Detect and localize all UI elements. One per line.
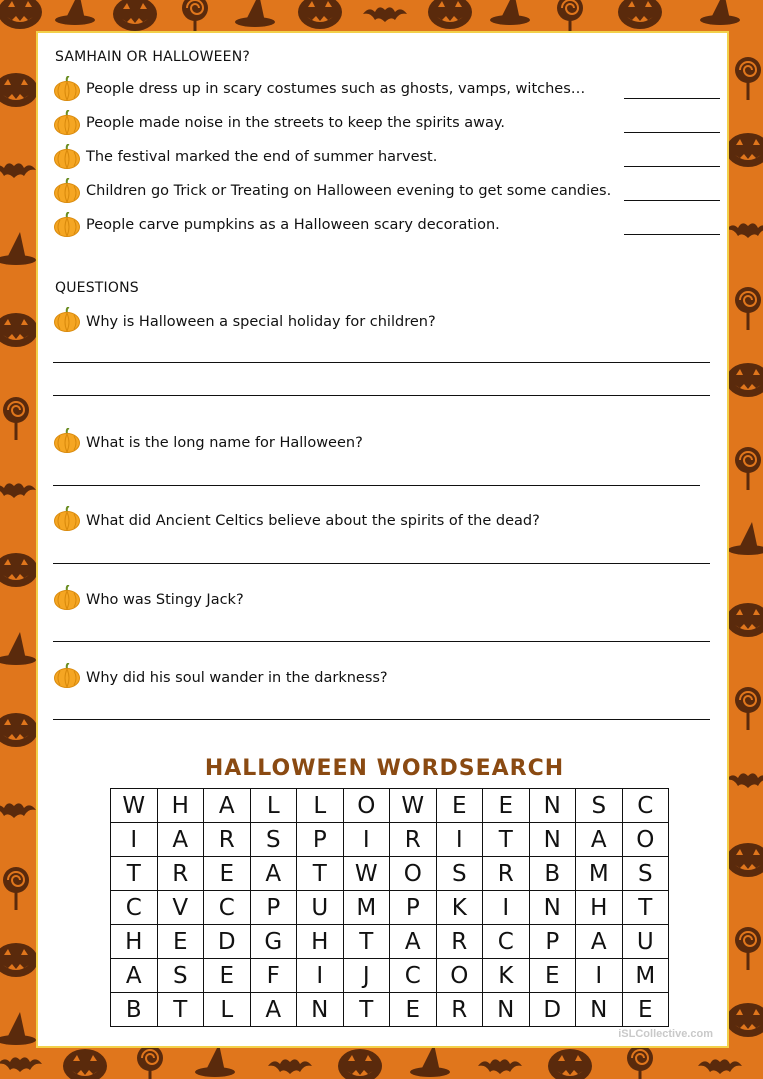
wordsearch-cell[interactable]: S bbox=[250, 823, 297, 857]
statement-text: People carve pumpkins as a Halloween scary decoration. bbox=[86, 217, 500, 233]
wordsearch-cell[interactable]: E bbox=[436, 789, 483, 823]
wordsearch-cell[interactable]: C bbox=[390, 959, 437, 993]
wordsearch-cell[interactable]: E bbox=[622, 993, 669, 1027]
answer-line[interactable] bbox=[53, 395, 710, 396]
statement-text: People dress up in scary costumes such as ghosts, vamps, witches… bbox=[86, 81, 586, 97]
wordsearch-cell[interactable]: T bbox=[343, 925, 390, 959]
wordsearch-cell[interactable]: M bbox=[576, 857, 623, 891]
wordsearch-cell[interactable]: R bbox=[436, 993, 483, 1027]
wordsearch-cell[interactable]: N bbox=[529, 789, 576, 823]
wordsearch-cell[interactable]: O bbox=[390, 857, 437, 891]
wordsearch-cell[interactable]: I bbox=[576, 959, 623, 993]
wordsearch-title: HALLOWEEN WORDSEARCH bbox=[204, 756, 565, 781]
answer-blank[interactable] bbox=[624, 200, 720, 201]
section-heading-samhain-or-halloween: SAMHAIN OR HALLOWEEN? bbox=[55, 49, 251, 65]
wordsearch-cell[interactable]: W bbox=[390, 789, 437, 823]
wordsearch-cell[interactable]: N bbox=[297, 993, 344, 1027]
wordsearch-cell[interactable]: M bbox=[343, 891, 390, 925]
statement-item bbox=[53, 178, 713, 204]
wordsearch-cell[interactable]: O bbox=[622, 823, 669, 857]
wordsearch-row bbox=[111, 959, 669, 993]
statement-item bbox=[53, 144, 713, 170]
wordsearch-cell[interactable]: O bbox=[436, 959, 483, 993]
wordsearch-cell[interactable]: C bbox=[204, 891, 251, 925]
wordsearch-cell[interactable]: D bbox=[529, 993, 576, 1027]
pumpkin-icon bbox=[53, 663, 81, 693]
question-text: What did Ancient Celtics believe about the spirits of the dead? bbox=[86, 513, 540, 529]
answer-blank[interactable] bbox=[624, 166, 720, 167]
wordsearch-cell[interactable]: U bbox=[297, 891, 344, 925]
answer-blank[interactable] bbox=[624, 132, 720, 133]
wordsearch-cell[interactable]: C bbox=[111, 891, 158, 925]
wordsearch-cell[interactable]: A bbox=[157, 823, 204, 857]
wordsearch-cell[interactable]: O bbox=[343, 789, 390, 823]
wordsearch-cell[interactable]: G bbox=[250, 925, 297, 959]
wordsearch-cell[interactable]: T bbox=[483, 823, 530, 857]
answer-blank[interactable] bbox=[624, 98, 720, 99]
pumpkin-icon bbox=[53, 110, 81, 140]
pumpkin-icon bbox=[53, 428, 81, 458]
wordsearch-cell[interactable]: E bbox=[483, 789, 530, 823]
wordsearch-cell[interactable]: T bbox=[622, 891, 669, 925]
pumpkin-icon bbox=[53, 307, 81, 337]
answer-blank[interactable] bbox=[624, 234, 720, 235]
statement-item bbox=[53, 76, 713, 102]
wordsearch-cell[interactable]: T bbox=[343, 993, 390, 1027]
question-item bbox=[53, 428, 693, 456]
wordsearch-cell[interactable]: I bbox=[343, 823, 390, 857]
wordsearch-row bbox=[111, 993, 669, 1027]
wordsearch-cell[interactable]: P bbox=[250, 891, 297, 925]
pumpkin-icon bbox=[53, 212, 81, 242]
wordsearch-row bbox=[111, 823, 669, 857]
wordsearch-cell[interactable]: E bbox=[157, 925, 204, 959]
answer-line[interactable] bbox=[53, 641, 710, 642]
wordsearch-cell[interactable]: P bbox=[297, 823, 344, 857]
answer-line[interactable] bbox=[53, 719, 710, 720]
pumpkin-icon bbox=[53, 76, 81, 106]
question-item bbox=[53, 307, 693, 335]
question-text: Why is Halloween a special holiday for children? bbox=[86, 314, 436, 330]
wordsearch-cell[interactable]: H bbox=[157, 789, 204, 823]
wordsearch-cell[interactable]: F bbox=[250, 959, 297, 993]
wordsearch-cell[interactable]: L bbox=[204, 993, 251, 1027]
wordsearch-cell[interactable]: H bbox=[576, 891, 623, 925]
wordsearch-cell[interactable]: U bbox=[622, 925, 669, 959]
wordsearch-cell[interactable]: E bbox=[390, 993, 437, 1027]
wordsearch-row bbox=[111, 925, 669, 959]
question-text: What is the long name for Halloween? bbox=[86, 435, 363, 451]
statement-item bbox=[53, 110, 713, 136]
wordsearch-cell[interactable]: V bbox=[157, 891, 204, 925]
wordsearch-cell[interactable]: A bbox=[576, 925, 623, 959]
wordsearch-cell[interactable]: A bbox=[204, 789, 251, 823]
wordsearch-cell[interactable]: N bbox=[529, 891, 576, 925]
wordsearch-cell[interactable]: N bbox=[576, 993, 623, 1027]
wordsearch-cell[interactable]: A bbox=[250, 993, 297, 1027]
statement-text: Children go Trick or Treating on Halloween evening to get some candies. bbox=[86, 183, 612, 199]
wordsearch-cell[interactable]: W bbox=[111, 789, 158, 823]
wordsearch-cell[interactable]: L bbox=[297, 789, 344, 823]
wordsearch-cell[interactable]: M bbox=[622, 959, 669, 993]
wordsearch-cell[interactable]: A bbox=[111, 959, 158, 993]
question-text: Who was Stingy Jack? bbox=[86, 592, 244, 608]
wordsearch-cell[interactable]: R bbox=[157, 857, 204, 891]
wordsearch-cell[interactable]: S bbox=[576, 789, 623, 823]
wordsearch-grid bbox=[110, 788, 669, 1027]
wordsearch-cell[interactable]: K bbox=[483, 959, 530, 993]
wordsearch-cell[interactable]: L bbox=[250, 789, 297, 823]
wordsearch-cell[interactable]: I bbox=[297, 959, 344, 993]
wordsearch-cell[interactable]: S bbox=[157, 959, 204, 993]
wordsearch-cell[interactable]: R bbox=[204, 823, 251, 857]
wordsearch-cell[interactable]: C bbox=[483, 925, 530, 959]
wordsearch-row bbox=[111, 789, 669, 823]
wordsearch-cell[interactable]: A bbox=[390, 925, 437, 959]
wordsearch-cell[interactable]: H bbox=[297, 925, 344, 959]
wordsearch-cell[interactable]: I bbox=[436, 823, 483, 857]
statement-text: People made noise in the streets to keep the spirits away. bbox=[86, 115, 505, 131]
wordsearch-cell[interactable]: E bbox=[204, 959, 251, 993]
wordsearch-row bbox=[111, 891, 669, 925]
wordsearch-cell[interactable]: R bbox=[390, 823, 437, 857]
wordsearch-cell[interactable]: W bbox=[343, 857, 390, 891]
wordsearch-cell[interactable]: I bbox=[483, 891, 530, 925]
wordsearch-cell[interactable]: S bbox=[436, 857, 483, 891]
wordsearch-cell[interactable]: C bbox=[622, 789, 669, 823]
wordsearch-cell[interactable]: H bbox=[111, 925, 158, 959]
wordsearch-row bbox=[111, 857, 669, 891]
wordsearch-cell[interactable]: I bbox=[111, 823, 158, 857]
wordsearch-cell[interactable]: K bbox=[436, 891, 483, 925]
wordsearch-cell[interactable]: D bbox=[204, 925, 251, 959]
wordsearch-cell[interactable]: T bbox=[157, 993, 204, 1027]
answer-line[interactable] bbox=[53, 485, 700, 486]
wordsearch-cell[interactable]: A bbox=[576, 823, 623, 857]
wordsearch-cell[interactable]: P bbox=[390, 891, 437, 925]
answer-line[interactable] bbox=[53, 362, 710, 363]
question-item bbox=[53, 506, 693, 534]
pumpkin-icon bbox=[53, 144, 81, 174]
statement-text: The festival marked the end of summer harvest. bbox=[86, 149, 438, 165]
wordsearch-cell[interactable]: N bbox=[529, 823, 576, 857]
pumpkin-icon bbox=[53, 585, 81, 615]
wordsearch-cell[interactable]: N bbox=[483, 993, 530, 1027]
wordsearch-cell[interactable]: P bbox=[529, 925, 576, 959]
question-item bbox=[53, 663, 693, 691]
question-text: Why did his soul wander in the darkness? bbox=[86, 670, 388, 686]
wordsearch-cell[interactable]: J bbox=[343, 959, 390, 993]
wordsearch-cell[interactable]: T bbox=[297, 857, 344, 891]
wordsearch-cell[interactable]: R bbox=[483, 857, 530, 891]
wordsearch-cell[interactable]: S bbox=[622, 857, 669, 891]
wordsearch-cell[interactable]: E bbox=[204, 857, 251, 891]
watermark-text: iSLCollective.com bbox=[618, 1028, 713, 1040]
section-heading-questions: QUESTIONS bbox=[55, 280, 139, 296]
wordsearch-cell[interactable]: E bbox=[529, 959, 576, 993]
wordsearch-cell[interactable]: B bbox=[111, 993, 158, 1027]
worksheet-page bbox=[36, 31, 729, 1048]
pumpkin-icon bbox=[53, 178, 81, 208]
statement-item bbox=[53, 212, 713, 238]
wordsearch-cell[interactable]: R bbox=[436, 925, 483, 959]
wordsearch-cell[interactable]: B bbox=[529, 857, 576, 891]
question-item bbox=[53, 585, 693, 613]
answer-line[interactable] bbox=[53, 563, 710, 564]
wordsearch-cell[interactable]: A bbox=[250, 857, 297, 891]
pumpkin-icon bbox=[53, 506, 81, 536]
wordsearch-cell[interactable]: T bbox=[111, 857, 158, 891]
